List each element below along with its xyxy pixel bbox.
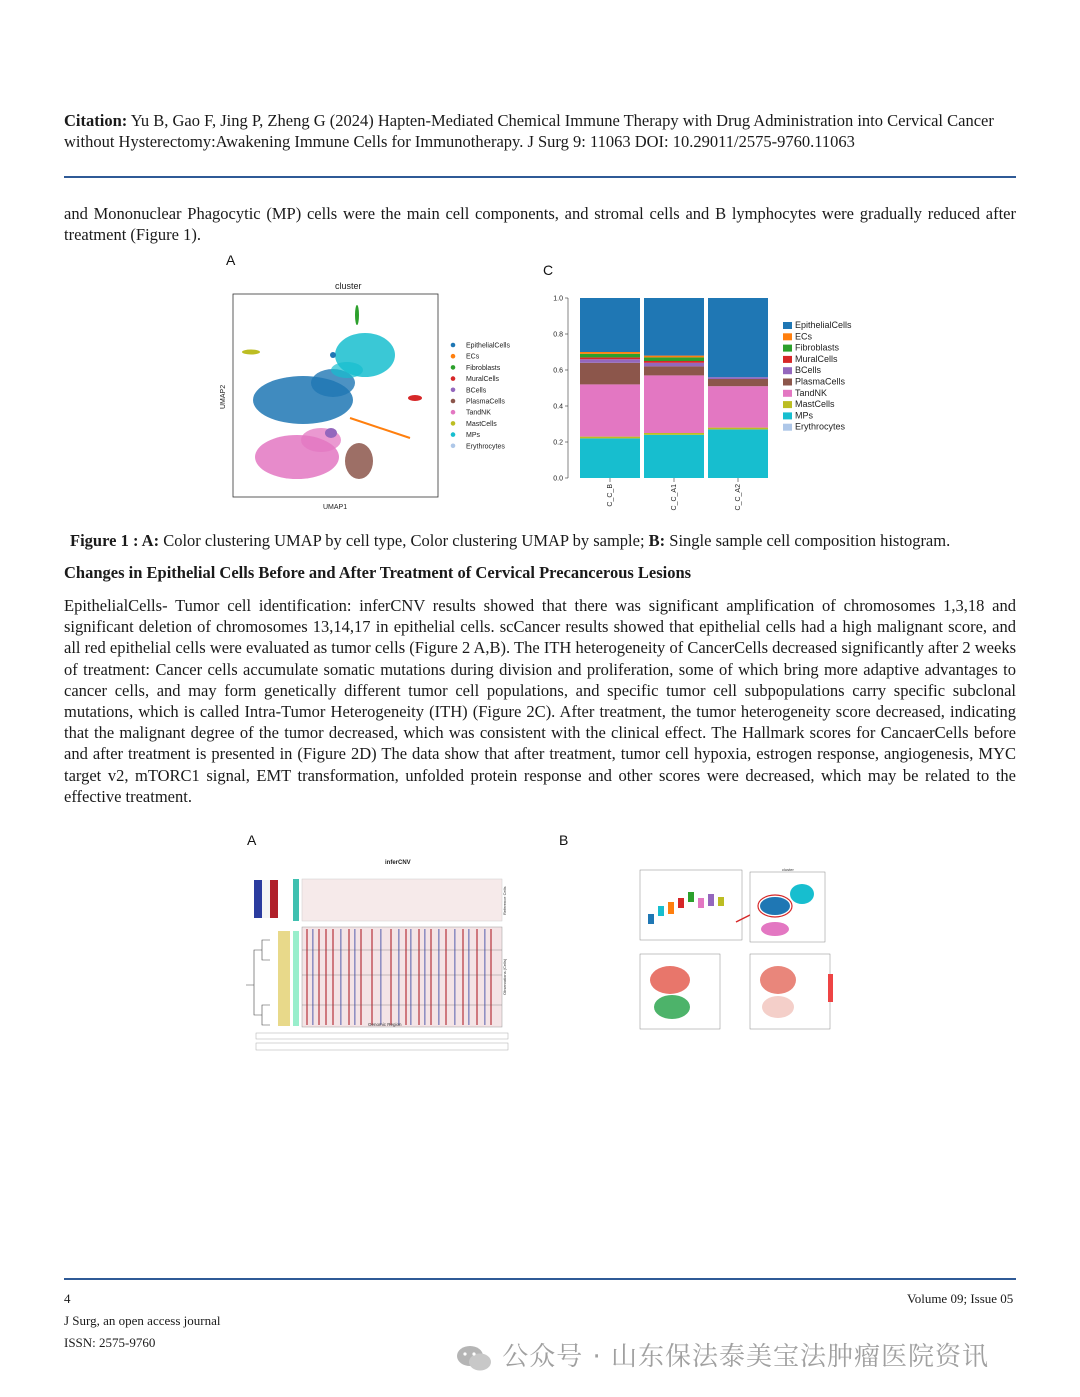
- umap-title: cluster: [335, 281, 362, 291]
- y-tick-label: 0.4: [553, 403, 563, 411]
- cnv-loss-stripe: [398, 929, 400, 1025]
- bar-segment-PlasmaCells: [708, 379, 768, 386]
- caption-label-a: Figure 1 : A:: [70, 531, 160, 550]
- cnv-gain-stripe: [476, 929, 478, 1025]
- bar-segment-MPs: [580, 438, 640, 478]
- score-high: [760, 966, 796, 994]
- cnv-gain-stripe: [405, 929, 407, 1025]
- observation-label: Observations (Cells): [502, 958, 507, 995]
- malignant-cluster: [650, 966, 690, 994]
- cnv-gain-stripe: [332, 929, 334, 1025]
- cnv-loss-stripe: [312, 929, 314, 1025]
- cluster-mps-2: [331, 362, 363, 378]
- y-tick-label: 1.0: [553, 295, 563, 303]
- bar-segment-EpithelialCells: [580, 298, 640, 352]
- watermark-text: 公众号 · 山东保法泰美宝法肿瘤医院资讯: [502, 1342, 990, 1372]
- reference-cells-matrix: [302, 879, 502, 921]
- legend-swatch: [783, 367, 792, 374]
- cnv-loss-stripe: [484, 929, 486, 1025]
- bar-segment-MPs: [644, 435, 704, 478]
- umap-ylabel: UMAP2: [220, 384, 227, 409]
- intro-paragraph: and Mononuclear Phagocytic (MP) cells were the main cell components, and stromal cells and B lymphocytes were gradually reduced after treatment (Figure 1).: [64, 204, 1016, 245]
- legend-label: MastCells: [795, 399, 835, 410]
- umap-legend-marker: [451, 343, 456, 348]
- cnv-loss-stripe: [380, 929, 382, 1025]
- cnv-loss-stripe: [468, 929, 470, 1025]
- legend-label: PlasmaCells: [795, 376, 846, 387]
- cnv-loss-stripe: [438, 929, 440, 1025]
- legend-swatch: [783, 424, 792, 431]
- reference-label: Reference Cells: [502, 886, 507, 915]
- bar-segment-TandNK: [708, 386, 768, 427]
- umap-legend-marker: [451, 376, 456, 381]
- journal-name: J Surg, an open access journal: [64, 1313, 221, 1328]
- umap-legend-label: PlasmaCells: [466, 398, 505, 406]
- x-tick-label: C_C_A1: [671, 484, 678, 511]
- figure1-panel-a-letter: A: [226, 252, 236, 268]
- legend-label: TandNK: [795, 387, 828, 398]
- cluster-mural: [408, 395, 422, 401]
- reference-band: [293, 879, 299, 921]
- umap-small-epi: [760, 897, 790, 915]
- legend-swatch: [783, 390, 792, 397]
- umap-legend-label: ECs: [466, 353, 480, 361]
- bar-segment-ECs: [580, 352, 640, 354]
- legend-swatch: [783, 333, 792, 340]
- umap-legend-label: EpithelialCells: [466, 342, 510, 350]
- legend-swatch: [783, 401, 792, 408]
- cnv-gain-stripe: [490, 929, 492, 1025]
- umap-legend-marker: [451, 365, 456, 370]
- bar-segment-MuralCells: [644, 361, 704, 363]
- bar-segment-Fibroblasts: [580, 354, 640, 358]
- umap-legend-marker: [451, 432, 456, 437]
- footer-rule: [64, 1278, 1016, 1280]
- umap-legend-marker: [451, 388, 456, 393]
- header-rule: [64, 176, 1016, 178]
- legend-label: ECs: [795, 331, 813, 342]
- cnv-gain-stripe: [318, 929, 320, 1025]
- umap-legend-marker: [451, 354, 456, 359]
- umap-legend-label: Fibroblasts: [466, 364, 501, 372]
- wechat-watermark: [455, 1336, 989, 1373]
- score-umap-frame: [750, 954, 830, 1029]
- umap-legend-marker: [451, 399, 456, 404]
- wechat-icon: [455, 1343, 493, 1373]
- infercnv-heatmap: [240, 855, 520, 1055]
- umap-legend-label: BCells: [466, 387, 487, 395]
- umap-legend-label: MPs: [466, 432, 480, 440]
- cnv-gain-stripe: [360, 929, 362, 1025]
- colorkey-blue: [254, 880, 262, 918]
- cnv-gain-stripe: [348, 929, 350, 1025]
- infercnv-legend-box-1: [256, 1033, 508, 1039]
- cluster-ecs: [350, 418, 410, 438]
- y-tick-label: 0.2: [553, 439, 563, 447]
- figure1-caption: [70, 531, 1030, 551]
- score-low: [762, 996, 794, 1018]
- body-paragraph: EpithelialCells- Tumor cell identification: inferCNV results showed that there was significant amplification of chromosomes 1,3,18 and significant deletion of chromosomes 13,14,17 in epithelial cells. scCancer results showed that epithelial cells had a high malignant score, and all red epithelial cells were evaluated as tumor cells (Figure 2 A,B). The ITH heterogeneity of CancerCells decreased significantly after 2 weeks of treatment: Cancer cells accumulate somatic mutations during division and proliferation, some of which bring more adaptive advantages to cancer cells, and may form genetically different tumor cell populations, and specific tumor cell subpopulations carry specific subclonal mutations, which is called Intra-Tumor Heterogeneity (ITH) (Figure 2C). After treatment, the tumor heterogeneity score decreased, indicating that the malignant degree of the tumor decreased, which was consistent with the clinical effect. The Hallmark scores for CancaerCells before and after treatment is presented in (Figure 2D) The data show that after treatment, tumor cell hypoxia, estrogen response, angiogenesis, MYC target v2, mTORC1 signal, EMT transformation, unfolded protein response and other scores were decreased, which may be related to the effective treatment.: [64, 596, 1016, 806]
- legend-label: MPs: [795, 410, 813, 421]
- cnv-gain-stripe: [325, 929, 327, 1025]
- umap-legend-label: MuralCells: [466, 376, 500, 384]
- umap-legend-marker: [451, 421, 456, 426]
- legend-label: Erythrocytes: [795, 421, 846, 432]
- volume-issue: Volume 09; Issue 05: [907, 1291, 1014, 1306]
- bar-segment-BCells: [708, 377, 768, 379]
- umap-xlabel: UMAP1: [323, 504, 348, 511]
- y-tick-label: 0.0: [553, 475, 563, 483]
- umap-legend-label: TandNK: [466, 409, 491, 417]
- score-colorbar: [828, 974, 833, 1002]
- umap-legend-label: Erythrocytes: [466, 443, 505, 451]
- colorkey-red: [270, 880, 278, 918]
- caption-text-a: Color clustering UMAP by cell type, Color clustering UMAP by sample;: [163, 531, 645, 550]
- cluster-mast: [242, 350, 260, 355]
- y-tick-label: 0.6: [553, 367, 563, 375]
- x-tick-label: C_C_A2: [735, 484, 742, 511]
- issn: ISSN: 2575-9760: [64, 1335, 156, 1350]
- cluster-fibro: [355, 305, 359, 325]
- bar-segment-EpithelialCells: [644, 298, 704, 356]
- legend-swatch: [783, 356, 792, 363]
- umap-legend-marker: [451, 410, 456, 415]
- cluster-bcells: [325, 428, 337, 438]
- bar-segment-ECs: [644, 356, 704, 358]
- cnv-loss-stripe: [354, 929, 356, 1025]
- stacked-bar-chart: [538, 290, 888, 515]
- bar-segment-TandNK: [644, 375, 704, 433]
- cnv-loss-stripe: [340, 929, 342, 1025]
- figure2b-composite: [630, 862, 860, 1037]
- legend-label: Fibroblasts: [795, 342, 840, 353]
- obs-annotation-left: [278, 931, 290, 1026]
- umap-legend-label: MastCells: [466, 420, 497, 428]
- section-title: Changes in Epithelial Cells Before and After Treatment of Cervical Precancerous Lesions: [64, 563, 692, 582]
- page-number: 4: [64, 1291, 71, 1306]
- umap-small-mps: [790, 884, 814, 904]
- bar-segment-BCells: [644, 363, 704, 367]
- legend-swatch: [783, 379, 792, 386]
- cnv-gain-stripe: [462, 929, 464, 1025]
- caption-text-b: Single sample cell composition histogram.: [669, 531, 951, 550]
- cnv-gain-stripe: [430, 929, 432, 1025]
- bar-segment-MastCells: [708, 428, 768, 430]
- umap-small-tnk: [761, 922, 789, 936]
- cnv-gain-stripe: [418, 929, 420, 1025]
- bar-segment-MuralCells: [580, 357, 640, 359]
- bar-segment-PlasmaCells: [644, 366, 704, 375]
- obs-annotation-right: [293, 931, 299, 1026]
- figure2-panel-b-letter: B: [559, 832, 569, 848]
- y-tick-label: 0.8: [553, 331, 563, 339]
- cnv-gain-stripe: [390, 929, 392, 1025]
- dendrogram: [246, 940, 270, 1025]
- cnv-gain-stripe: [371, 929, 373, 1025]
- cluster-small: [330, 352, 336, 358]
- bar-segment-MastCells: [644, 433, 704, 435]
- bar-segment-EpithelialCells: [708, 298, 768, 377]
- cnv-gain-stripe: [445, 929, 447, 1025]
- bar-segment-MPs: [708, 429, 768, 478]
- cnv-loss-stripe: [454, 929, 456, 1025]
- umap-legend-marker: [451, 444, 456, 449]
- x-tick-label: C_C_B: [607, 484, 614, 507]
- figure2-panel-a-letter: A: [247, 832, 257, 848]
- cnv-loss-stripe: [410, 929, 412, 1025]
- cnv-gain-stripe: [306, 929, 308, 1025]
- bar-segment-Fibroblasts: [644, 357, 704, 361]
- citation: [64, 110, 1016, 152]
- cnv-loss-stripe: [424, 929, 426, 1025]
- citation-text: Yu B, Gao F, Jing P, Zheng G (2024) Hapten-Mediated Chemical Immune Therapy with Drug Administration into Cervical Cancer without Hysterectomy:Awakening Immune Cells for Immunotherapy. J Surg 9: 11063 DOI: 10.29011/2575-9760.11063: [64, 111, 994, 151]
- bar-segment-MastCells: [580, 437, 640, 439]
- umap-legend: [451, 343, 511, 451]
- cluster-plasma: [345, 443, 373, 479]
- citation-label: Citation:: [64, 111, 128, 130]
- bar-segment-TandNK: [580, 384, 640, 436]
- legend-label: EpithelialCells: [795, 320, 852, 330]
- bar-segment-PlasmaCells: [580, 363, 640, 385]
- bar-segment-BCells: [580, 359, 640, 363]
- umap-small-title: cluster: [782, 867, 794, 872]
- caption-label-b: B:: [648, 531, 666, 550]
- legend-swatch: [783, 412, 792, 419]
- boxplot-frame: [640, 870, 742, 940]
- infercnv-title: inferCNV: [385, 860, 411, 866]
- legend-swatch: [783, 322, 792, 329]
- infercnv-xlabel: Genomic Region: [368, 1022, 402, 1027]
- umap-figure: [215, 275, 530, 515]
- legend-label: BCells: [795, 365, 822, 376]
- infercnv-legend-box-2: [256, 1043, 508, 1050]
- legend-label: MuralCells: [795, 353, 838, 364]
- figure1-panel-c-letter: C: [543, 262, 554, 278]
- legend-swatch: [783, 345, 792, 352]
- nonmalignant-cluster: [654, 995, 690, 1019]
- colorkey-white: [262, 880, 270, 918]
